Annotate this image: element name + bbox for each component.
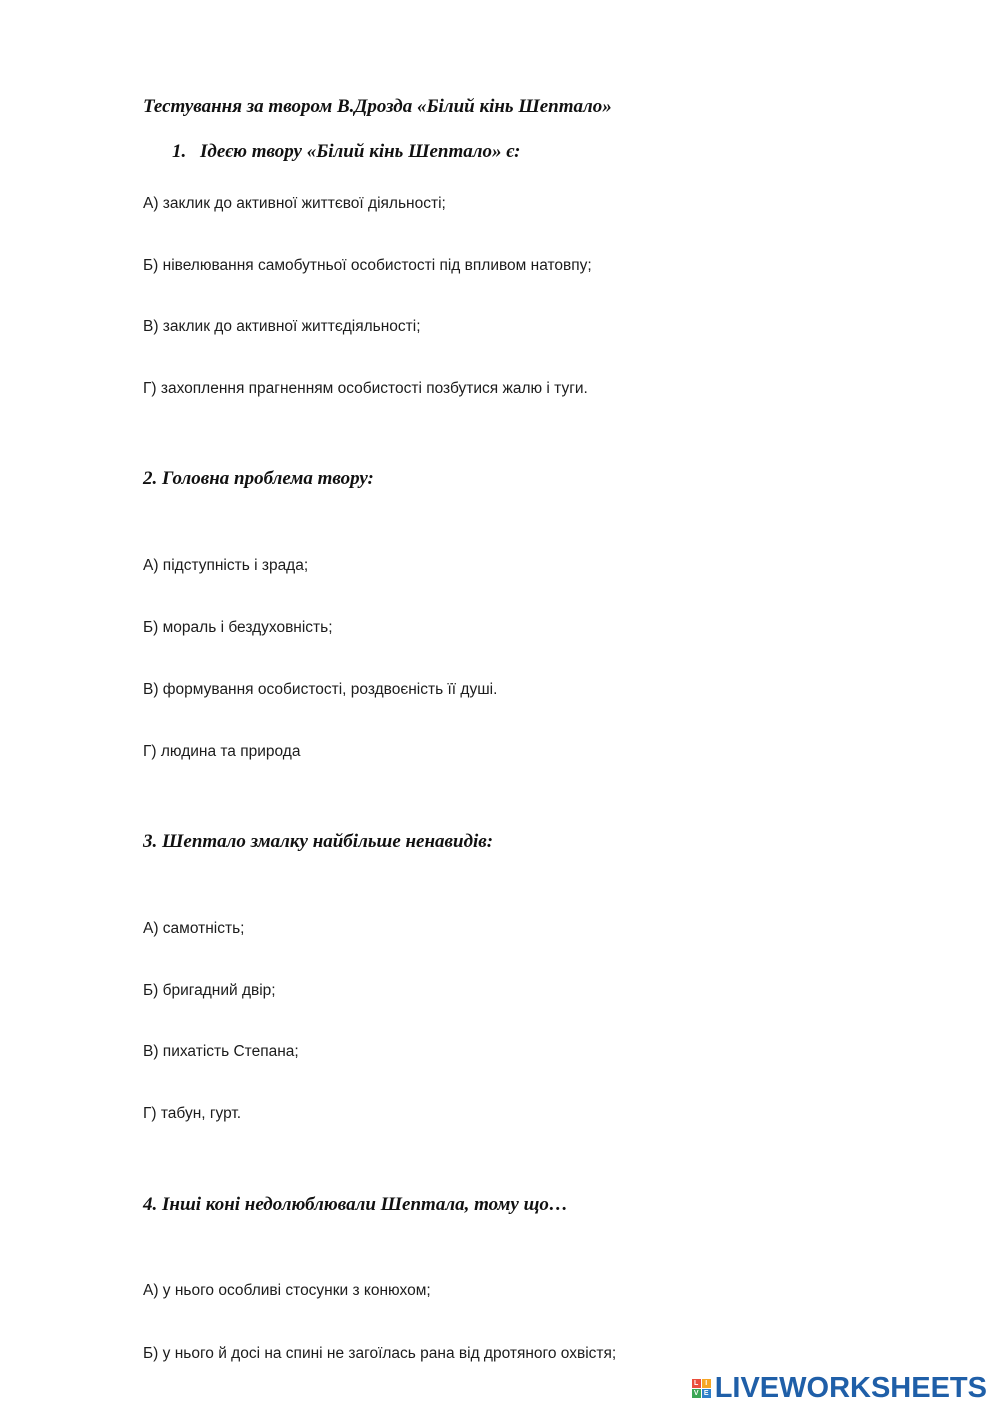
question-4: 4. Інші коні недолюблювали Шептала, тому що… <box>143 1194 568 1215</box>
logo-text: LIVEWORKSHEETS <box>714 1372 987 1404</box>
question-1-option-a[interactable]: А) заклик до активної життєвої діяльності; <box>143 195 446 212</box>
liveworksheets-logo <box>692 1372 987 1405</box>
question-4-option-b[interactable]: Б) у нього й досі на спині не загоїлась рана від дротяного охвістя; <box>143 1345 617 1362</box>
page-title: Тестування за твором В.Дрозда «Білий кінь Шептало» <box>143 96 612 117</box>
question-1-text: Ідеєю твору «Білий кінь Шептало» є: <box>200 141 521 162</box>
question-1-option-b[interactable]: Б) нівелювання самобутньої особистості під впливом натовпу; <box>143 257 592 274</box>
question-3-option-b[interactable]: Б) бригадний двір; <box>143 982 276 999</box>
question-3-option-d[interactable]: Г) табун, гурт. <box>143 1105 242 1122</box>
question-2-option-a[interactable]: А) підступність і зрада; <box>143 557 309 574</box>
question-3-option-a[interactable]: А) самотність; <box>143 920 245 937</box>
question-1 <box>172 141 520 163</box>
logo-mark-icon <box>692 1379 711 1398</box>
logo-mark-e: E <box>702 1389 711 1398</box>
question-4-option-a[interactable]: А) у нього особливі стосунки з конюхом; <box>143 1282 431 1299</box>
question-2-option-b[interactable]: Б) мораль і бездуховність; <box>143 619 333 636</box>
question-2-option-c[interactable]: В) формування особистості, роздвоєність її душі. <box>143 681 498 698</box>
question-1-option-d[interactable]: Г) захоплення прагненням особистості позбутися жалю і туги. <box>143 380 588 397</box>
question-3-option-c[interactable]: В) пихатість Степана; <box>143 1043 299 1060</box>
question-1-number: 1. <box>172 141 187 162</box>
logo-mark-v: V <box>692 1389 701 1398</box>
question-3: 3. Шептало змалку найбільше ненавидів: <box>143 831 494 852</box>
question-2: 2. Головна проблема твору: <box>143 468 374 489</box>
logo-mark-l: L <box>692 1379 701 1388</box>
logo-mark-i: I <box>702 1379 711 1388</box>
question-1-option-c[interactable]: В) заклик до активної життєдіяльності; <box>143 318 421 335</box>
question-2-option-d[interactable]: Г) людина та природа <box>143 743 301 760</box>
